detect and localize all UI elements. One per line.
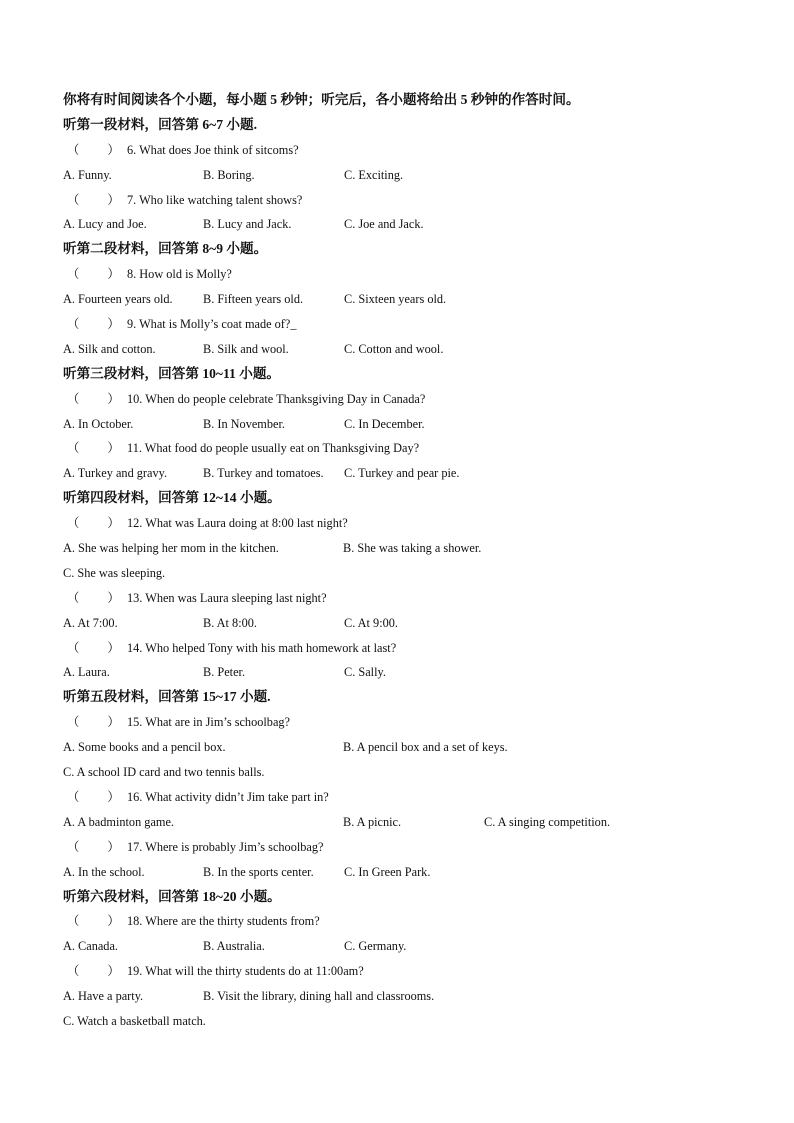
option-b: B. In November. xyxy=(203,416,285,431)
question-8 xyxy=(63,262,743,287)
option-row xyxy=(63,287,743,312)
answer-blank[interactable]: （ ） xyxy=(67,267,120,282)
option-row xyxy=(63,735,743,760)
option-row xyxy=(63,212,743,237)
option-row xyxy=(63,461,743,486)
option-c: C. Turkey and pear pie. xyxy=(344,466,460,481)
question-stem: 15. What are in Jim’s schoolbag? xyxy=(127,715,291,730)
option-a: A. Fourteen years old. xyxy=(63,292,173,307)
option-row xyxy=(63,984,743,1009)
option-c: C. Cotton and wool. xyxy=(344,341,444,356)
question-stem: 18. Where are the thirty students from? xyxy=(127,914,320,929)
question-stem: 7. Who like watching talent shows? xyxy=(127,192,303,207)
option-a: A. A badminton game. xyxy=(63,814,175,829)
option-c: C. Germany. xyxy=(344,939,407,954)
option-row xyxy=(63,760,743,785)
option-b: B. Peter. xyxy=(203,665,246,680)
option-a: A. In the school. xyxy=(63,864,145,879)
option-c: C. Joe and Jack. xyxy=(344,217,424,232)
section-heading: 听第六段材料，回答第 18~20 小题。 xyxy=(63,888,281,904)
option-b: B. Australia. xyxy=(203,939,265,954)
option-b: B. In the sports center. xyxy=(203,864,314,879)
question-6 xyxy=(63,138,743,163)
answer-blank[interactable]: （ ） xyxy=(67,715,120,730)
option-a: A. Canada. xyxy=(63,939,118,954)
option-row xyxy=(63,337,743,362)
option-b: B. She was taking a shower. xyxy=(343,541,482,556)
option-a: A. She was helping her mom in the kitchen. xyxy=(63,541,279,556)
option-b: B. At 8:00. xyxy=(203,615,257,630)
answer-blank[interactable]: （ ） xyxy=(67,964,120,979)
option-a: A. Some books and a pencil box. xyxy=(63,740,226,755)
answer-blank[interactable]: （ ） xyxy=(67,142,120,157)
option-a: A. At 7:00. xyxy=(63,615,118,630)
option-row xyxy=(63,611,743,636)
question-7 xyxy=(63,188,743,213)
option-a: A. In October. xyxy=(63,416,134,431)
option-row xyxy=(63,810,743,835)
question-stem: 16. What activity didn’t Jim take part in? xyxy=(127,789,329,804)
question-stem: 11. What food do people usually eat on Thanksgiving Day? xyxy=(127,441,420,456)
question-11 xyxy=(63,436,743,461)
option-b: B. A picnic. xyxy=(343,814,402,829)
question-stem: 19. What will the thirty students do at 11:00am? xyxy=(127,964,364,979)
question-stem: 12. What was Laura doing at 8:00 last night? xyxy=(127,516,348,531)
option-c: C. She was sleeping. xyxy=(63,565,166,580)
option-a: A. Have a party. xyxy=(63,989,144,1004)
answer-blank[interactable]: （ ） xyxy=(67,789,120,804)
option-b: B. Boring. xyxy=(203,167,255,182)
answer-blank[interactable]: （ ） xyxy=(67,516,120,531)
answer-blank[interactable]: （ ） xyxy=(67,590,120,605)
option-c: C. A singing competition. xyxy=(484,814,611,829)
question-13 xyxy=(63,586,743,611)
question-stem: 6. What does Joe think of sitcoms? xyxy=(127,142,299,157)
answer-blank[interactable]: （ ） xyxy=(67,914,120,929)
option-a: A. Silk and cotton. xyxy=(63,341,156,356)
option-row xyxy=(63,412,743,437)
section-heading: 听第三段材料，回答第 10~11 小题。 xyxy=(63,365,281,381)
question-stem: 8. How old is Molly? xyxy=(127,267,232,282)
answer-blank[interactable]: （ ） xyxy=(67,640,120,655)
worksheet xyxy=(63,88,743,1034)
option-c: C. In Green Park. xyxy=(344,864,431,879)
option-c: C. A school ID card and two tennis balls. xyxy=(63,765,265,780)
option-a: A. Turkey and gravy. xyxy=(63,466,168,481)
question-stem: 13. When was Laura sleeping last night? xyxy=(127,590,327,605)
answer-blank[interactable]: （ ） xyxy=(67,839,120,854)
question-9 xyxy=(63,312,743,337)
question-stem: 9. What is Molly’s coat made of?_ xyxy=(127,317,297,332)
question-17 xyxy=(63,835,743,860)
question-19 xyxy=(63,959,743,984)
answer-blank[interactable]: （ ） xyxy=(67,441,120,456)
option-a: A. Laura. xyxy=(63,665,110,680)
answer-blank[interactable]: （ ） xyxy=(67,192,120,207)
option-b: B. Visit the library, dining hall and classrooms. xyxy=(203,989,435,1004)
option-b: B. Fifteen years old. xyxy=(203,292,304,307)
instructions-text: 你将有时间阅读各个小题，每小题 5 秒钟；听完后，各小题将给出 5 秒钟的作答时间。 xyxy=(63,92,580,107)
option-row xyxy=(63,934,743,959)
option-row xyxy=(63,660,743,685)
option-a: A. Lucy and Joe. xyxy=(63,217,147,232)
option-b: B. Lucy and Jack. xyxy=(203,217,292,232)
option-c: C. Exciting. xyxy=(344,167,404,182)
question-stem: 14. Who helped Tony with his math homework at last? xyxy=(127,640,397,655)
question-15 xyxy=(63,710,743,735)
section-heading: 听第一段材料，回答第 6~7 小题. xyxy=(63,116,257,132)
option-c: C. Sally. xyxy=(344,665,386,680)
section-heading: 听第四段材料，回答第 12~14 小题。 xyxy=(63,490,281,506)
question-12 xyxy=(63,511,743,536)
option-c: C. In December. xyxy=(344,416,425,431)
option-row xyxy=(63,1009,743,1034)
option-row xyxy=(63,536,743,561)
option-c: C. At 9:00. xyxy=(344,615,398,630)
question-14 xyxy=(63,636,743,661)
option-row xyxy=(63,163,743,188)
question-18 xyxy=(63,909,743,934)
answer-blank[interactable]: （ ） xyxy=(67,317,120,332)
option-b: B. Silk and wool. xyxy=(203,341,289,356)
option-row xyxy=(63,561,743,586)
question-stem: 17. Where is probably Jim’s schoolbag? xyxy=(127,839,324,854)
option-b: B. A pencil box and a set of keys. xyxy=(343,740,508,755)
question-16 xyxy=(63,785,743,810)
section-heading: 听第五段材料，回答第 15~17 小题. xyxy=(63,689,271,705)
option-b: B. Turkey and tomatoes. xyxy=(203,466,324,481)
question-stem: 10. When do people celebrate Thanksgiving Day in Canada? xyxy=(127,391,426,406)
section-heading: 听第二段材料，回答第 8~9 小题。 xyxy=(63,241,268,257)
option-c: C. Sixteen years old. xyxy=(344,292,447,307)
option-a: A. Funny. xyxy=(63,167,112,182)
answer-blank[interactable]: （ ） xyxy=(67,391,120,406)
question-10 xyxy=(63,387,743,412)
option-row xyxy=(63,860,743,885)
option-c: C. Watch a basketball match. xyxy=(63,1013,206,1028)
